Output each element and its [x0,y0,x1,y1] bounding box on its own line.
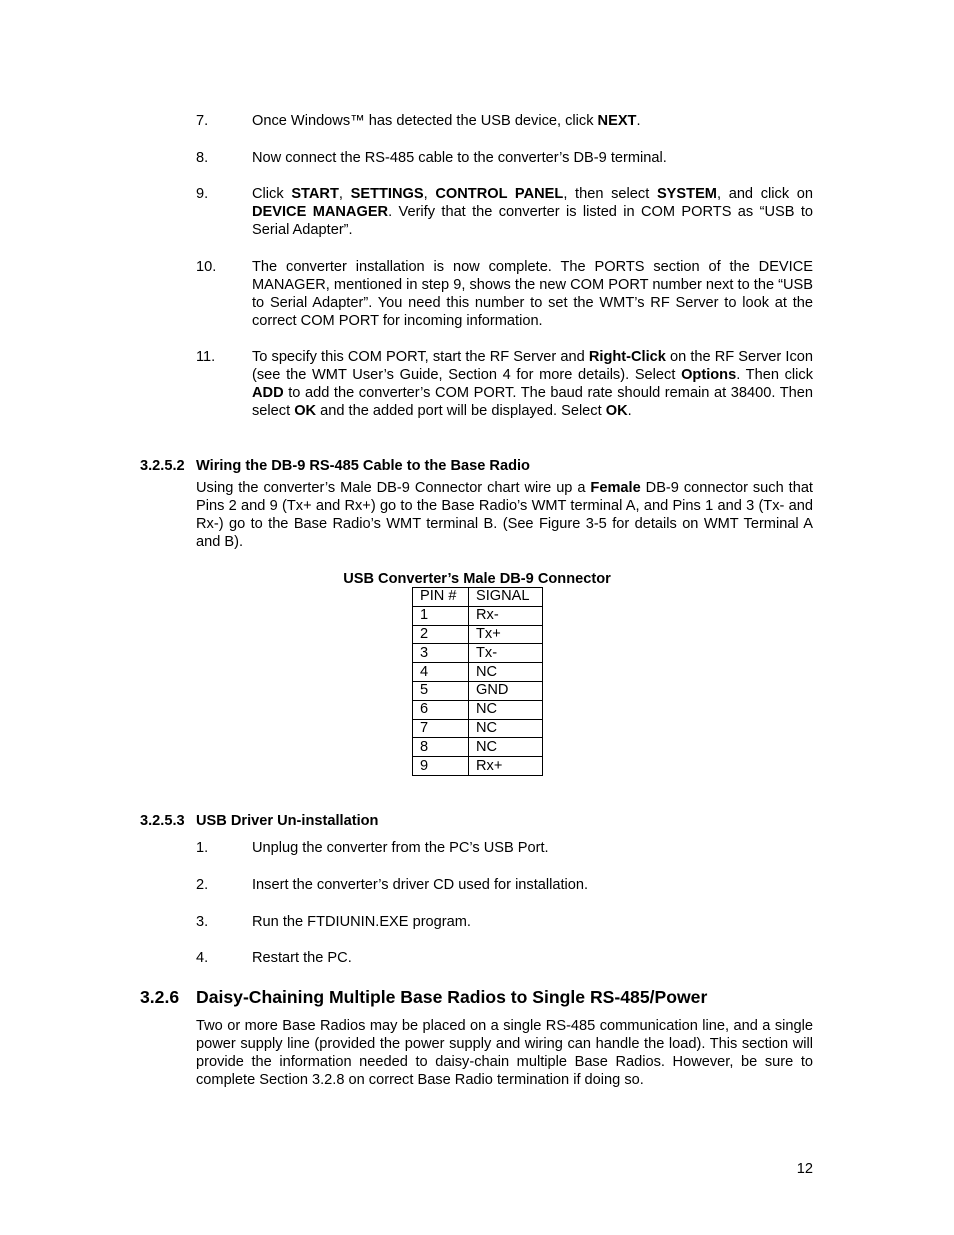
bold-term: OK [294,403,317,419]
daisy-chain-paragraph: Two or more Base Radios may be placed on a single RS-485 communication line, and a single power supply line (provided the power supply and wiring can handle the load). This section will provide the information needed to daisy-chain multiple Base Radios. However, be sure to complete Section 3.2.8 on correct Base Radio termination if doing so. [196,1018,813,1088]
section-number: 3.2.6 [140,987,180,1007]
list-item [196,112,813,130]
list-item [196,149,813,167]
pin-cell: 9 [413,757,469,776]
pin-table [412,587,543,776]
pin-cell: 3 [413,644,469,663]
step-text: Unplug the converter from the PC’s USB Port. [252,840,549,856]
pin-cell: 1 [413,606,469,625]
table-row [413,738,543,757]
list-item [196,949,813,967]
table-row [413,757,543,776]
bold-term: SYSTEM [656,186,717,202]
table-row [413,625,543,644]
table-row [413,606,543,625]
column-header: SIGNAL [469,588,543,607]
bold-term: SETTINGS [350,186,424,202]
table-row [413,700,543,719]
signal-cell: NC [469,738,543,757]
step-number: 3. [196,914,209,930]
pin-cell: 4 [413,663,469,682]
pin-cell: 8 [413,738,469,757]
signal-cell: NC [469,663,543,682]
step-text: Restart the PC. [252,950,352,966]
list-item [196,839,813,857]
signal-cell: Tx+ [469,625,543,644]
wiring-paragraph: Using the converter’s Male DB-9 Connector chart wire up a Female DB-9 connector such that Pins 2 and 9 (Tx+ and Rx+) go to the Base Radio’s WMT terminal A, and Pins 1 and 3 (Tx- and Rx-) go to the Base Radio’s WMT terminal B. (See Figure 3-5 for details on WMT Terminal A and B). [196,480,813,550]
section-title: USB Driver Un-installation [196,813,379,829]
step-text: Insert the converter’s driver CD used for installation. [252,877,589,893]
pin-cell: 2 [413,625,469,644]
list-item [196,348,813,420]
bold-term: Female [590,480,641,496]
step-number: 4. [196,950,209,966]
signal-cell: Rx+ [469,757,543,776]
step-text: Click START, SETTINGS, CONTROL PANEL, then select SYSTEM, and click on DEVICE MANAGER. Verify that the converter is listed in COM PORTS as “USB to Serial Adapter”. [252,186,814,238]
bold-term: OK [605,403,628,419]
section-title: Wiring the DB-9 RS-485 Cable to the Base Radio [196,458,530,474]
step-number: 2. [196,877,209,893]
step-number: 1. [196,840,209,856]
step-text: To specify this COM PORT, start the RF Server and Right-Click on the RF Server Icon (see the WMT User’s Guide, Section 4 for more details). Select Options. Then click ADD to add the converter’s COM PORT. The baud rate should remain at 38400. Then select OK and the added port will be displayed. Select OK. [252,349,813,419]
signal-cell: NC [469,719,543,738]
section-number: 3.2.5.3 [140,813,185,829]
bold-term: CONTROL PANEL [435,186,564,202]
bold-term: ADD [252,385,284,401]
step-text: Now connect the RS-485 cable to the converter’s DB-9 terminal. [252,150,667,166]
table-caption: USB Converter’s Male DB-9 Connector [343,571,611,587]
pin-cell: 6 [413,700,469,719]
list-item [196,876,813,894]
bold-term: START [291,186,339,202]
table-header-row [413,588,543,607]
step-number: 11. [196,349,216,365]
step-number: 9. [196,186,209,202]
section-heading-3253 [140,812,378,830]
section-number: 3.2.5.2 [140,458,185,474]
bold-term: NEXT [597,113,637,129]
signal-cell: Rx- [469,606,543,625]
bold-term: DEVICE MANAGER [252,204,389,220]
pin-cell: 7 [413,719,469,738]
list-item [196,913,813,931]
pin-cell: 5 [413,681,469,700]
section-title: Daisy-Chaining Multiple Base Radios to Single RS-485/Power [196,987,708,1007]
table-row [413,719,543,738]
column-header: PIN # [413,588,469,607]
section-heading-326 [140,986,707,1008]
signal-cell: GND [469,681,543,700]
step-number: 10. [196,259,217,275]
signal-cell: NC [469,700,543,719]
list-item [196,185,813,239]
page-number: 12 [796,1161,813,1177]
step-text: Once Windows™ has detected the USB device, click NEXT. [252,113,641,129]
bold-term: Options [681,367,737,383]
table-row [413,681,543,700]
bold-term: Right-Click [588,349,666,365]
section-heading-3252 [140,457,530,475]
signal-cell: Tx- [469,644,543,663]
step-text: The converter installation is now complete. The PORTS section of the DEVICE MANAGER, mentioned in step 9, shows the new COM PORT number next to the “USB to Serial Adapter”. You need this number to set the WMT’s RF Server to look at the correct COM PORT for incoming information. [252,259,813,329]
table-row [413,644,543,663]
step-number: 7. [196,113,209,129]
table-row [413,663,543,682]
list-item [196,258,813,330]
step-number: 8. [196,150,209,166]
step-text: Run the FTDIUNIN.EXE program. [252,914,471,930]
